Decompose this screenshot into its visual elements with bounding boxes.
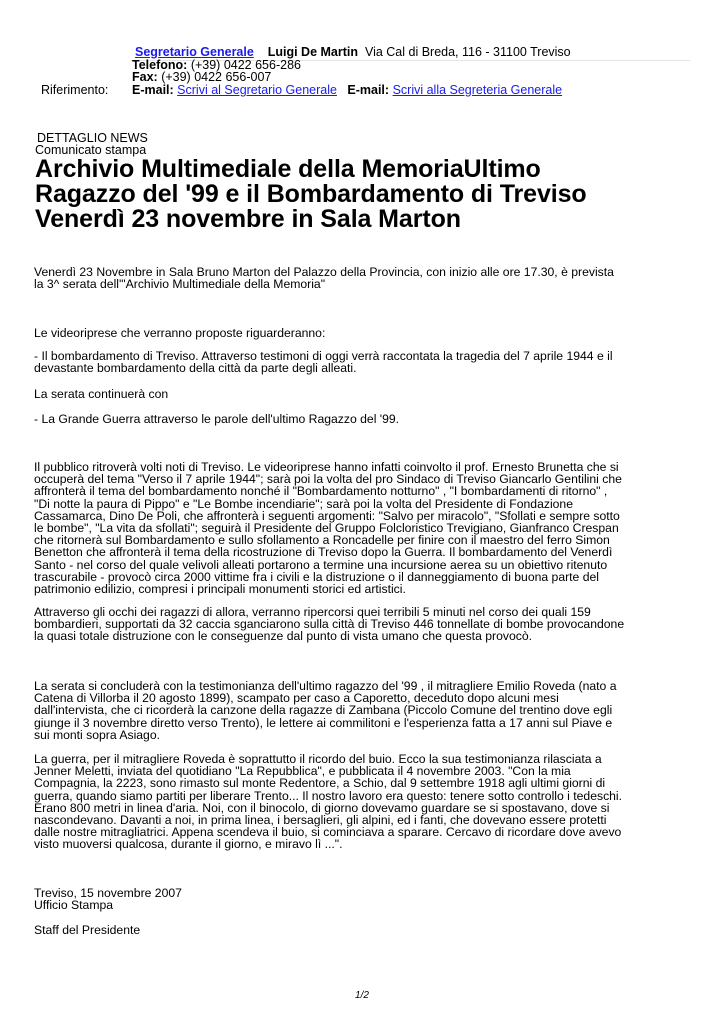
text-line: Cassamarca, Dino De Poli, che affronterà i seguenti argomenti: "Salvo per miracolo", "Sfollati e sempre sotto [34,508,620,523]
text-line: Ufficio Stampa [34,898,114,913]
text-line: nascondevano. Davanti a noi, in prima linea, i bersaglieri, gli alpini, ed i fanti, che dovevano essere protetti [34,813,607,828]
text-line: Le videoriprese che verranno proposte riguarderanno: [34,326,326,340]
section-label: DETTAGLIO NEWS [37,131,148,145]
text-line: Santo - nel corso del quale velivoli alleati portarono a termine una incursione aerea su un obiettivo ritenuto [34,557,608,572]
text-line: Erano 800 metri in linea d'aria. Noi, con il binocolo, di giorno dovevamo guardare se si spostavano, dove si [34,800,610,815]
paragraph-bombardamento [34,350,702,374]
paragraph-grande-guerra [34,413,702,425]
title-line: Ragazzo del '99 e il Bombardamento di Treviso [35,180,587,208]
paragraph-intro [34,266,702,290]
text-line: che ritornerà sul Bombardamento e sullo sfollamento a Roncadelle per finire con il maestro del ferro Simon [34,533,610,548]
title-line: Archivio Multimediale della MemoriaUltimo [35,155,541,183]
telefono-value: (+39) 0422 656-286 [190,58,301,72]
email-segreteria-link[interactable]: Scrivi alla Segreteria Generale [392,83,563,97]
text-line: trascurabile - provocò circa 2000 vittime fra i civili e la distruzione o il danneggiamento di buona parte del [34,569,599,584]
paragraph-testimonianza [34,753,702,851]
text-line: - La Grande Guerra attraverso le parole dell'ultimo Ragazzo del '99. [34,412,400,426]
riferimento-label: Riferimento: [41,83,109,97]
text-line: Compagnia, la 2223, sono rimasto sul monte Redentore, a Schio, dal 9 settembre 1918 agli ultimi giorni di [34,776,606,791]
text-line: Il pubblico ritroverà volti noti di Treviso. Le videoriprese hanno infatti coinvolto il prof. Ernesto Brunetta che si [34,460,619,474]
email-label-1: E-mail: [132,83,174,97]
segretario-generale-link[interactable]: Segretario Generale [135,45,254,59]
paragraph-staff [34,924,702,936]
fax-label: Fax: [132,70,158,84]
paragraph-attraverso [34,606,702,643]
text-line: Catena di Villorba il 20 agosto 1899), scampato per caso a Caporetto, deceduto dopo alcuni mesi [34,691,559,706]
text-line: bombardieri, supportati da 32 caccia sganciarono sulla città di Treviso 446 tonnellate di bombe provocandone [34,617,625,632]
telefono-label: Telefono: [132,58,188,72]
text-line: Attraverso gli occhi dei ragazzi di allora, verranno ripercorsi quei terribili 5 minuti nel corso dei quali 159 [34,605,591,619]
text-line: visto muoversi qualcosa, durante il giorno, e miravo lì ...". [34,837,343,852]
fax-value: (+39) 0422 656-007 [161,70,272,84]
text-line: "Di notte la paura di Pippo" e "Le Bombe incendiarie"; sarà poi la volta del Presidente di Fondazione [34,496,573,511]
text-line: dalle nostre mitragliatrici. Appena scendeva il buio, si cominciava a sparare. Cercavo di ricordare dove avevo [34,825,622,840]
text-line: sui monti sopra Asiago. [34,727,161,742]
text-line: dall'intervista, che ci ricorderà la canzone della ragazze di Zambana (Piccolo Comune del trentino dove egli [34,703,613,718]
text-line: Benetton che affronterà il tema della ricostruzione di Treviso dopo la Guerra. Il bombardamento del Venerdì [34,545,613,560]
title-line: Venerdì 23 novembre in Sala Marton [35,205,461,233]
text-line: Staff del Presidente [34,923,141,937]
text-line: occuperà del tema "Verso il 7 aprile 1944"; sarà poi la volta del pro Sindaco di Treviso Giancarlo Gentilini che [34,472,622,487]
text-line: Jenner Meletti, inviata del quotidiano "La Repubblica", e pubblicata il 4 novembre 2003. "Con la mia [34,764,571,779]
text-line: la 3^ serata dell'"Archivio Multimediale della Memoria" [34,277,326,292]
doc-type: Comunicato stampa [35,143,147,157]
text-line: Venerdì 23 Novembre in Sala Bruno Marton del Palazzo della Provincia, con inizio alle ore 17.30, è prevista [34,265,614,279]
paragraph-serata [34,388,702,400]
text-line: giunge il 3 novembre diretto verso Trento), le lettere ai commilitoni e l'esperienza fatta a 17 anni sul Piave e [34,715,613,730]
text-line: La serata continuerà con [34,387,169,401]
text-line: la quasi totale distruzione con le conseguenze dal punto di vista umano che questa provocò. [34,629,532,644]
secretary-name: Luigi De Martin [267,45,358,59]
text-line: guerra, quando siamo partiti per liberare Trento... Il nostro lavoro era questo: tenere sotto controllo i tedeschi. [34,788,623,803]
address: Via Cal di Breda, 116 - 31100 Treviso [364,45,571,59]
email-segretario-link[interactable]: Scrivi al Segretario Generale [177,83,337,97]
news-title [35,157,705,232]
text-line: Treviso, 15 novembre 2007 [34,886,182,900]
paragraph-videoriprese [34,327,702,339]
paragraph-pubblico [34,461,702,595]
email-label-2: E-mail: [347,83,390,97]
paragraph-conclusione [34,680,702,741]
text-line: - Il bombardamento di Treviso. Attraverso testimoni di oggi verrà raccontata la tragedia del 7 aprile 1944 e il [34,349,613,363]
paragraph-firma [34,887,702,911]
text-line: La guerra, per il mitragliere Roveda è soprattutto il ricordo del buio. Ecco la sua testimonianza rilasciata a [34,752,602,766]
text-line: La serata si concluderà con la testimonianza dell'ultimo ragazzo del '99 , il mitragliere Emilio Roveda (nato a [34,679,617,693]
text-line: affronterà il tema del bombardamento nonché il "Bombardamento notturno" , "I bombardamenti di ritorno" , [34,484,608,499]
text-line: le bombe", "La vita da sfollati"; seguirà il Presidente del Gruppo Folcloristico Trevigiano, Gianfranco Crespan [34,521,619,536]
text-line: patrimonio edilizio, compresi i principali monumenti storici ed artistici. [34,582,406,597]
text-line: devastante bombardamento della città da parte degli alleati. [34,361,357,376]
page-number: 1/2 [355,990,369,1001]
